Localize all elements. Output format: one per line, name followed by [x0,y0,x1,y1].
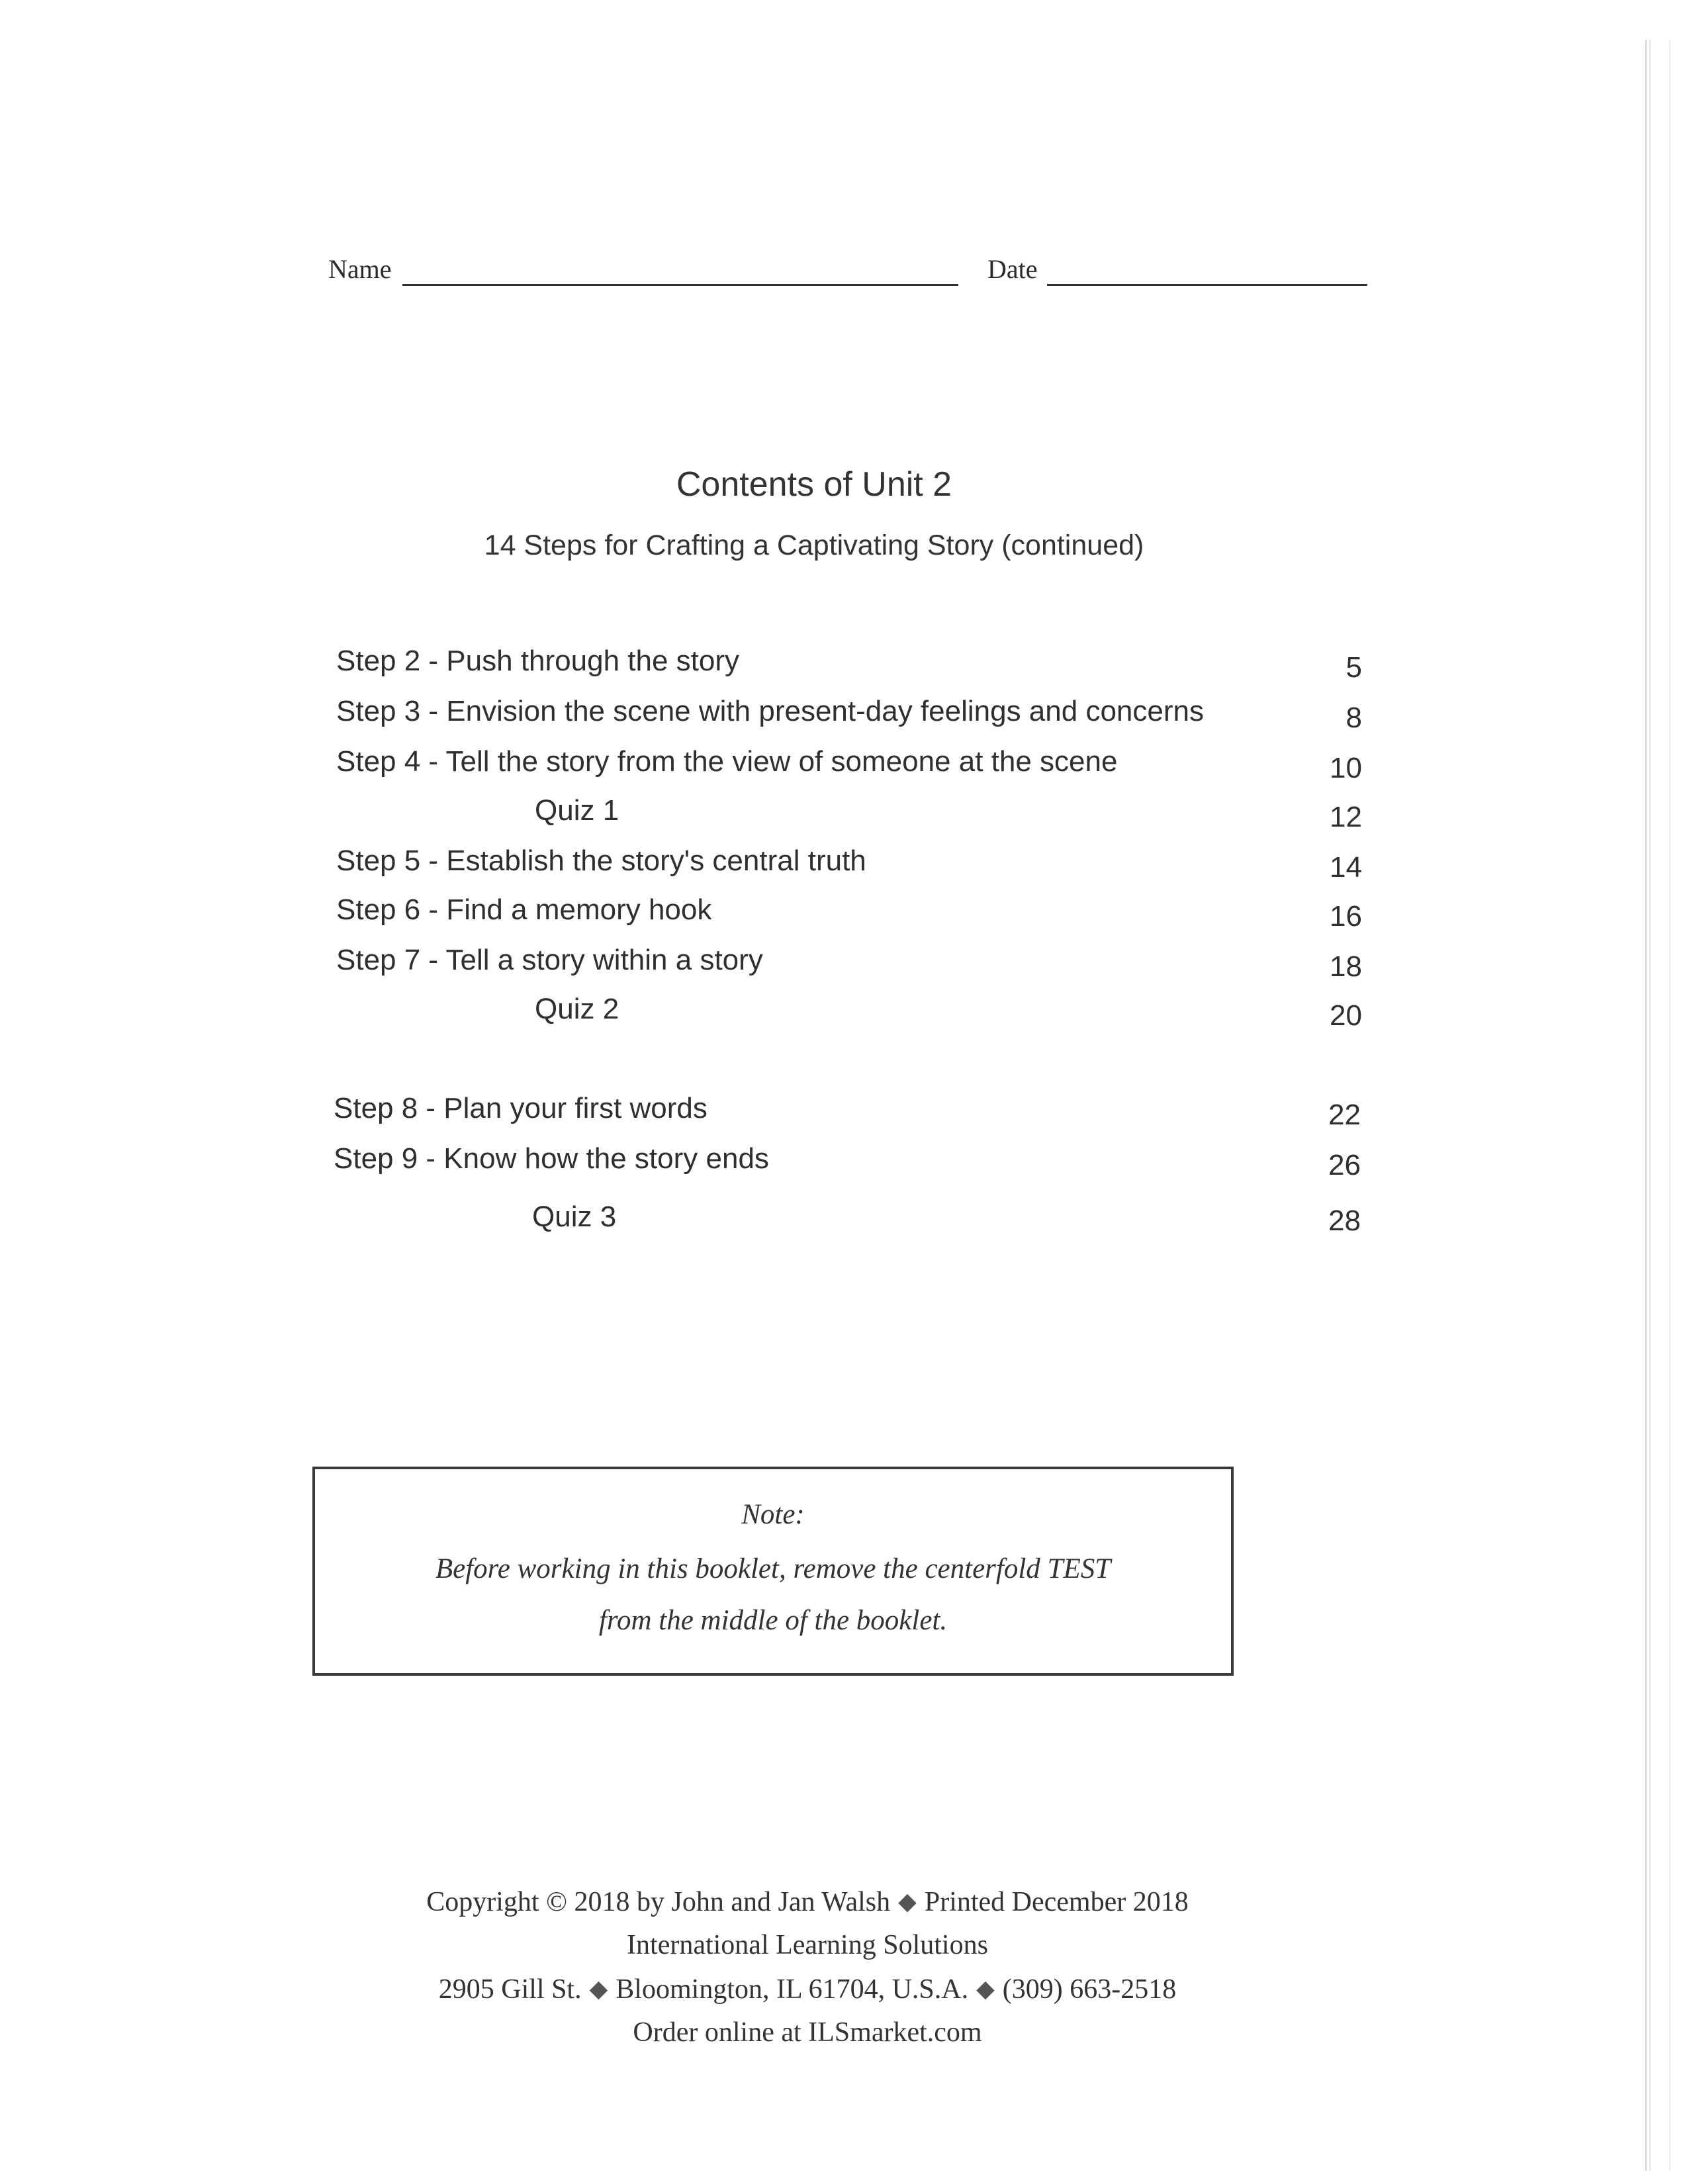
toc-page-number: 26 [1328,1149,1361,1181]
toc-row [0,645,1689,684]
toc-row [0,794,1689,834]
toc-label: Step 7 - Tell a story within a story [336,944,763,976]
copyright-text: Copyright © 2018 by John and Jan Walsh [426,1887,891,1917]
toc-page-number: 22 [1328,1099,1361,1131]
toc-page-number: 10 [1330,752,1362,784]
toc-row [0,844,1689,884]
toc-row [0,1092,1689,1132]
toc-label: Step 6 - Find a memory hook [336,893,712,926]
toc-label: Step 8 - Plan your first words [334,1092,708,1124]
toc-label: Quiz 3 [532,1201,617,1233]
footer-copyright-line [0,1880,1615,1923]
toc-page-number: 12 [1330,801,1362,833]
toc-row [0,695,1689,735]
toc-label: Step 2 - Push through the story [336,645,740,677]
printed-date: Printed December 2018 [924,1887,1189,1917]
toc-page-number: 18 [1330,950,1362,983]
order-online-text: Order online at ILSmarket.com [633,2017,982,2048]
note-box [312,1467,1234,1676]
toc-row [0,745,1689,785]
toc-page-number: 16 [1330,900,1362,933]
toc-row [0,1201,1689,1240]
company-name: International Learning Solutions [627,1930,988,1960]
toc-page-number: 14 [1330,851,1362,884]
toc-label: Step 3 - Envision the scene with present-day feelings and concerns [336,695,1204,727]
toc-page-number: 8 [1346,702,1362,734]
toc-label: Step 5 - Establish the story's central truth [336,844,866,877]
note-text-line-1: Before working in this booklet, remove the centerfold TEST [435,1553,1111,1584]
toc-row [0,944,1689,983]
diamond-bullet-icon: ◆ [589,1976,608,2002]
page-subtitle: 14 Steps for Crafting a Captivating Story (continued) [484,529,1144,561]
note-text-line-2: from the middle of the booklet. [598,1605,948,1636]
street-address: 2905 Gill St. [438,1974,582,2005]
toc-row [0,1142,1689,1182]
page-title: Contents of Unit 2 [676,465,952,504]
toc-label: Quiz 2 [535,993,619,1025]
date-label: Date [987,254,1038,284]
toc-label: Step 9 - Know how the story ends [334,1142,769,1175]
toc-page-number: 28 [1328,1205,1361,1237]
toc-label: Step 4 - Tell the story from the view of someone at the scene [336,745,1118,778]
copyright-footer [0,1880,1615,2054]
footer-address-line [0,1967,1615,2011]
toc-row [0,893,1689,933]
diamond-bullet-icon: ◆ [898,1888,917,1915]
city-address: Bloomington, IL 61704, U.S.A. [616,1974,969,2005]
diamond-bullet-icon: ◆ [976,1976,995,2002]
toc-page-number: 20 [1330,999,1362,1032]
toc-page-number: 5 [1346,651,1362,684]
toc-row [0,993,1689,1032]
phone-number: (309) 663-2518 [1002,1974,1177,2005]
note-heading: Note: [741,1499,805,1530]
toc-label: Quiz 1 [535,794,619,827]
name-label: Name [328,254,392,284]
